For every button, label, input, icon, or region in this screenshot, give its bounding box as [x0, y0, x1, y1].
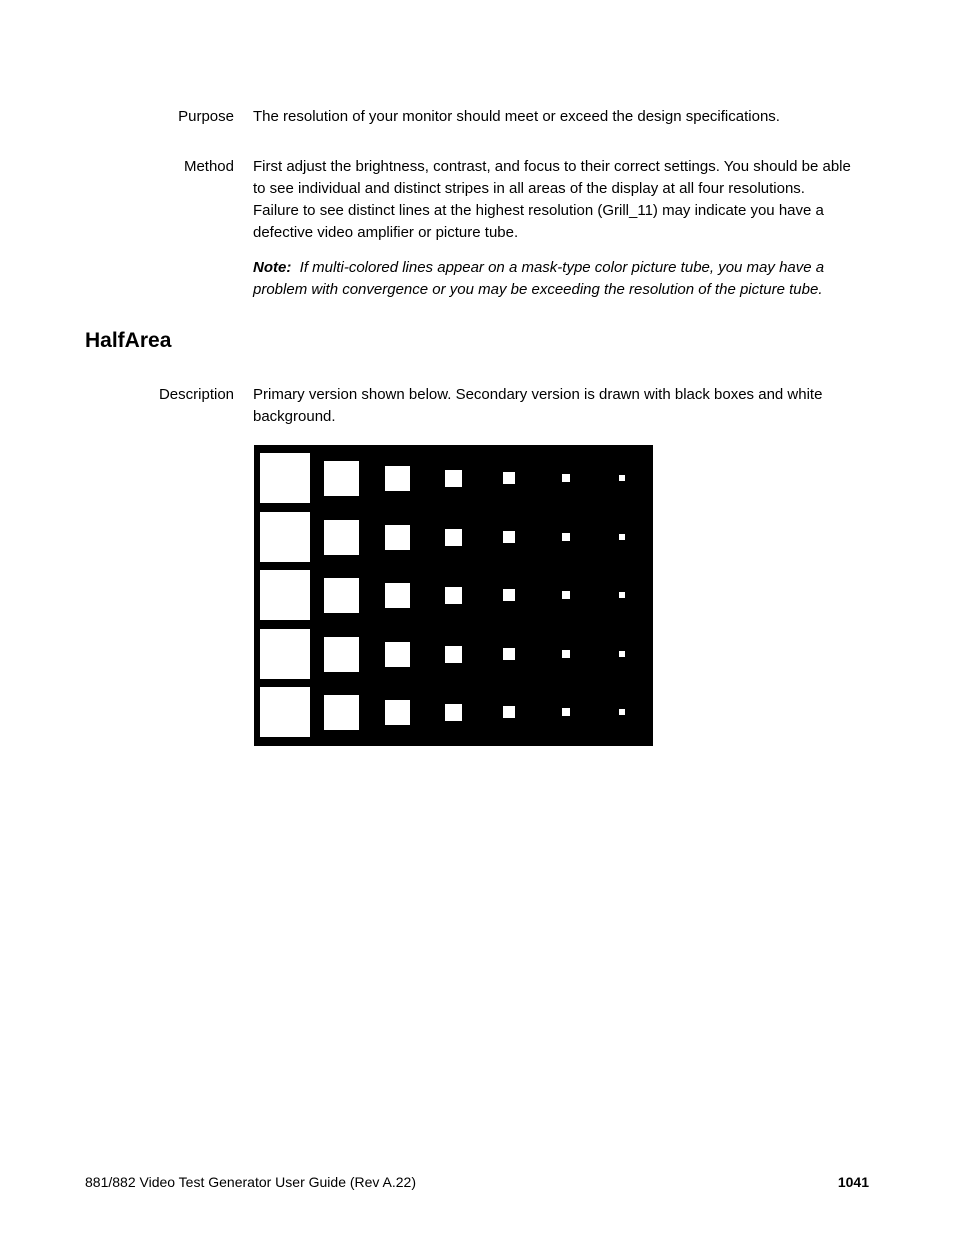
- pattern-box: [562, 591, 570, 599]
- description-label: Description: [158, 386, 234, 403]
- pattern-box: [385, 466, 410, 491]
- pattern-box: [385, 525, 410, 550]
- pattern-box: [562, 474, 570, 482]
- footer-page-number: 1041: [837, 1174, 869, 1190]
- note-label: Note:: [253, 259, 292, 276]
- pattern-box: [503, 531, 515, 543]
- pattern-box: [445, 529, 462, 546]
- pattern-box: [324, 461, 359, 496]
- pattern-box: [562, 650, 570, 658]
- footer-guide-title: 881/882 Video Test Generator User Guide (Rev A.22): [85, 1174, 417, 1190]
- pattern-box: [445, 587, 462, 604]
- pattern-box: [385, 700, 410, 725]
- pattern-box: [445, 646, 462, 663]
- method-line: Failure to see distinct lines at the highest resolution (Grill_11) may indicate you have a: [253, 202, 824, 219]
- method-text: [253, 156, 873, 244]
- pattern-box: [260, 512, 310, 562]
- pattern-box: [324, 520, 359, 555]
- method-label: Method: [183, 158, 234, 175]
- section-heading: HalfArea: [85, 329, 172, 352]
- purpose-label: Purpose: [178, 108, 234, 125]
- pattern-box: [619, 592, 625, 598]
- method-line: defective video amplifier or picture tube.: [253, 224, 519, 241]
- pattern-box: [503, 472, 515, 484]
- pattern-box: [260, 570, 310, 620]
- pattern-box: [619, 475, 625, 481]
- pattern-box: [324, 578, 359, 613]
- pattern-box: [503, 648, 515, 660]
- purpose-text: The resolution of your monitor should meet or exceed the design specifications.: [253, 108, 780, 125]
- method-line: to see individual and distinct stripes in all areas of the display at all four resolutions.: [253, 180, 805, 197]
- method-line: First adjust the brightness, contrast, and focus to their correct settings. You should be able: [253, 158, 851, 175]
- pattern-box: [562, 708, 570, 716]
- pattern-box: [260, 629, 310, 679]
- pattern-box: [445, 704, 462, 721]
- pattern-box: [562, 533, 570, 541]
- pattern-box: [324, 637, 359, 672]
- pattern-box: [260, 687, 310, 737]
- halfarea-pattern-image: [254, 445, 653, 746]
- pattern-box: [385, 642, 410, 667]
- pattern-box: [619, 651, 625, 657]
- pattern-box: [503, 589, 515, 601]
- pattern-box: [260, 453, 310, 503]
- pattern-box: [445, 470, 462, 487]
- note-text: If multi-colored lines appear on a mask-type color picture tube, you may have a problem with convergence or you may be exceeding the resolution of the picture tube.: [253, 259, 825, 298]
- pattern-box: [324, 695, 359, 730]
- pattern-box: [619, 709, 625, 715]
- description-text: Primary version shown below. Secondary version is drawn with black boxes and white background.: [253, 386, 823, 425]
- pattern-box: [385, 583, 410, 608]
- pattern-box: [503, 706, 515, 718]
- pattern-box: [619, 534, 625, 540]
